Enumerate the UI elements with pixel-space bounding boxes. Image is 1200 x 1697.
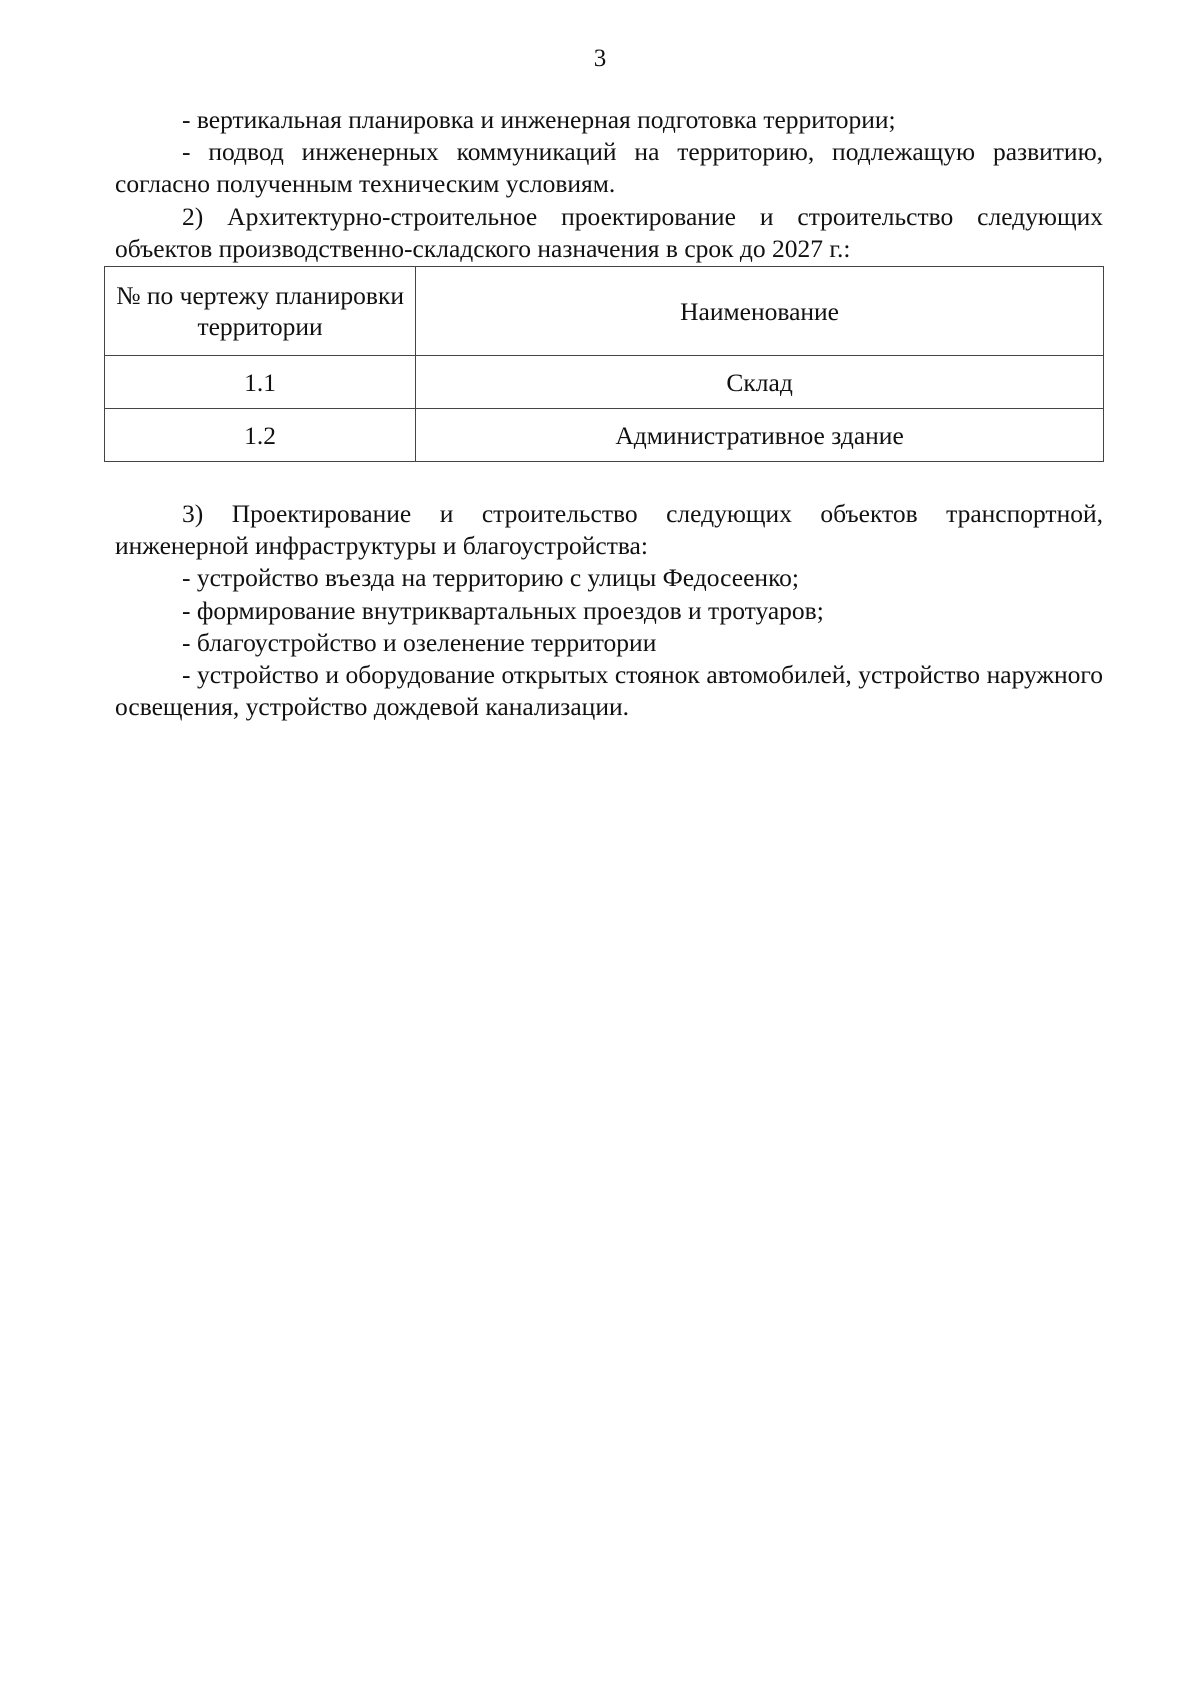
header-drawing-number: № по чертежу планировки территории [105,267,416,356]
top-text-block [115,104,1103,265]
paragraph-parking-lighting: - устройство и оборудование открытых стоянок автомобилей, устройство наружного освещения, устройство дождевой канализации. [115,660,1103,722]
cell-name: Склад [416,356,1104,409]
paragraph-architectural-design: 2) Архитектурно-строительное проектирование и строительство следующих объектов производственно-складского назначения в срок до 2027 г.: [115,201,1103,263]
table-header-row [105,267,1104,356]
paragraph-driveways: - формирование внутриквартальных проездов и тротуаров; [182,595,824,625]
paragraph-landscaping: - благоустройство и озеленение территории [182,627,657,657]
paragraph-vertical-planning: - вертикальная планировка и инженерная подготовка территории; [182,105,896,134]
paragraph-utilities-connection: - подвод инженерных коммуникаций на территорию, подлежащую развитию, согласно полученным техническим условиям. [115,137,1103,199]
table-row [105,409,1104,462]
cell-number: 1.1 [105,356,416,409]
cell-name: Административное здание [416,409,1104,462]
table-row [105,356,1104,409]
header-name: Наименование [416,267,1104,356]
objects-table [104,266,1104,462]
paragraph-infrastructure-design: 3) Проектирование и строительство следующих объектов транспортной, инженерной инфраструктуры и благоустройства: [115,499,1103,561]
cell-number: 1.2 [105,409,416,462]
page-number: 3 [593,45,607,72]
bottom-text-block [115,498,1103,723]
paragraph-entrance: - устройство въезда на территорию с улицы Федосеенко; [182,563,799,593]
